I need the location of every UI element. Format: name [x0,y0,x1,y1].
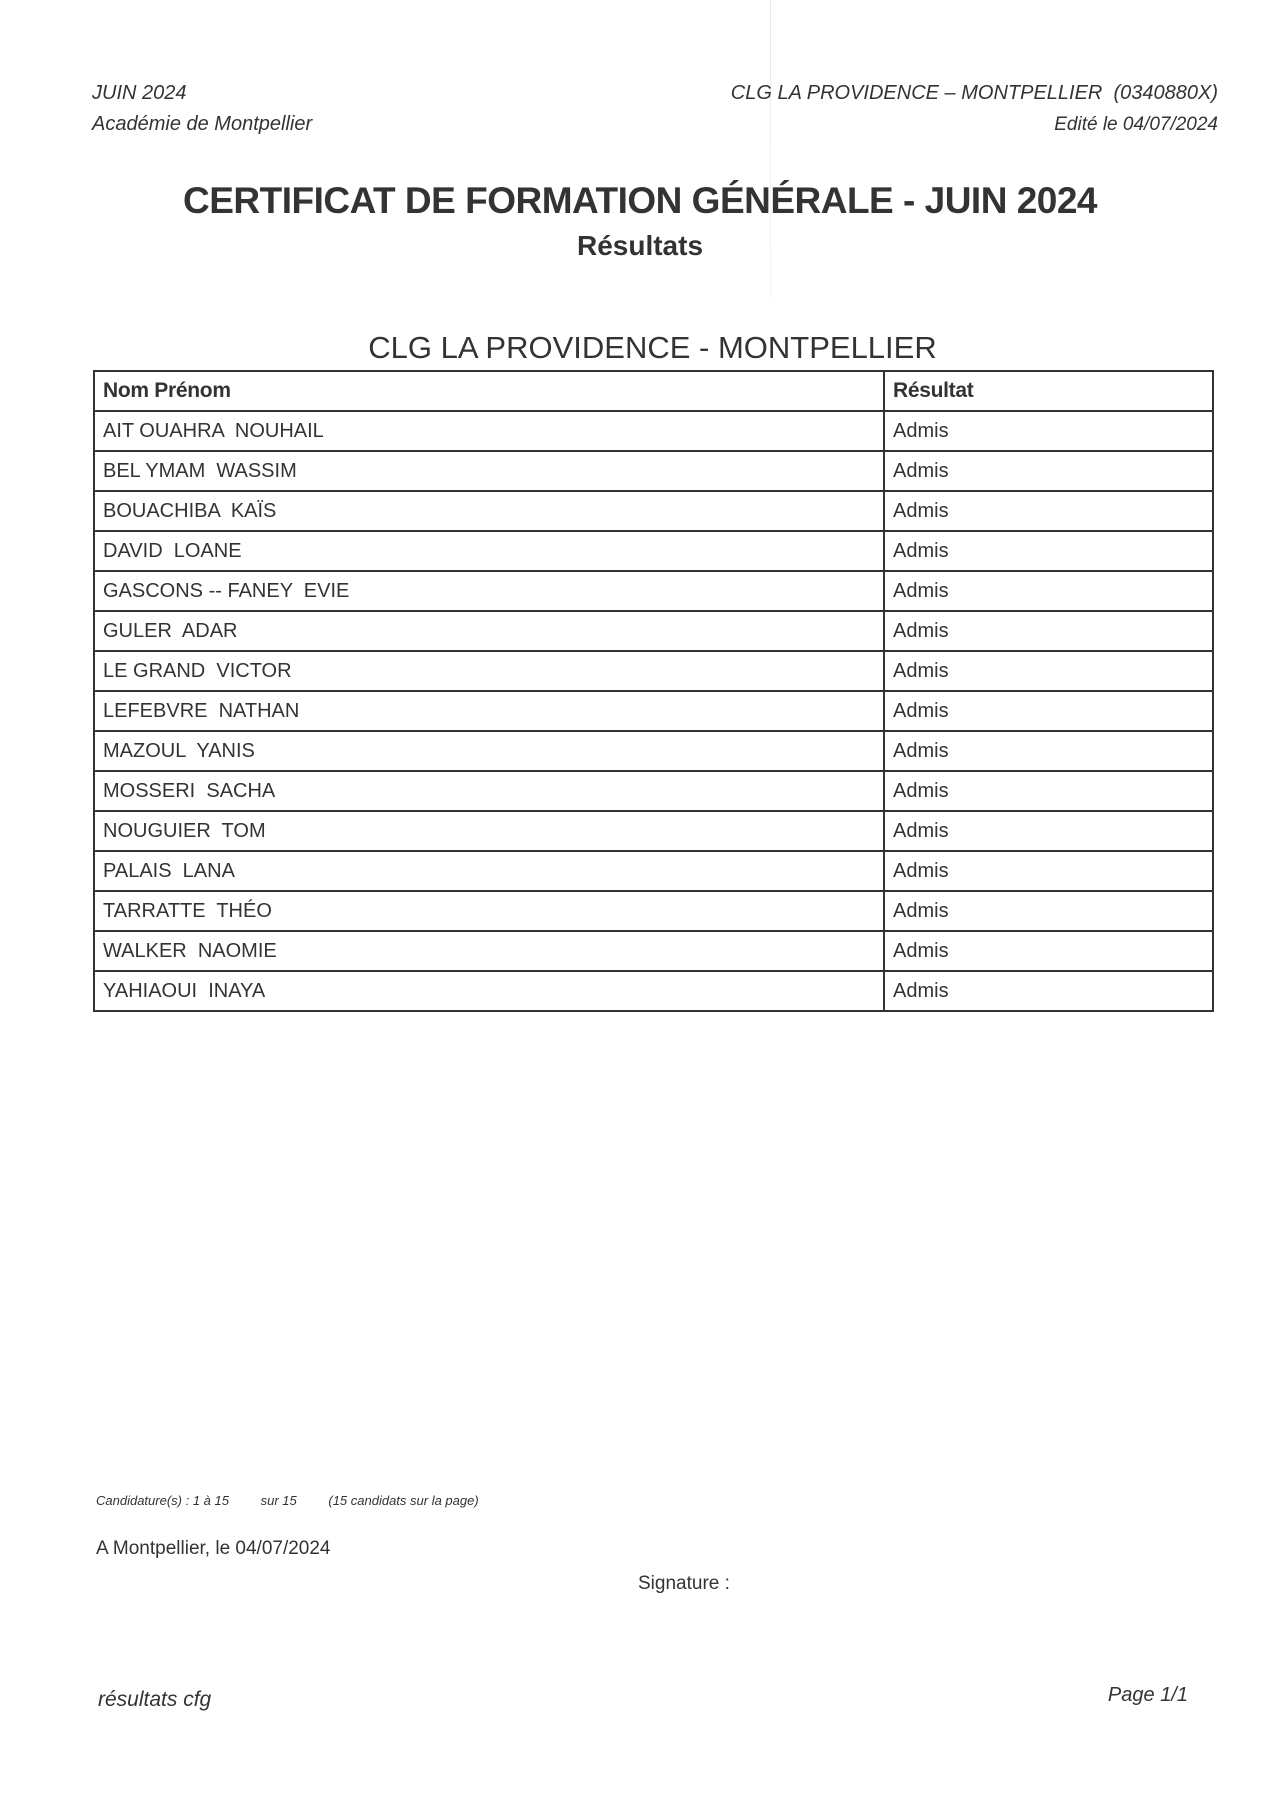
candidate-result: Admis [884,931,1213,971]
candidate-name: GASCONS -- FANEY EVIE [94,571,884,611]
table-row [94,851,1213,891]
table-row [94,811,1213,851]
candidature-range: Candidature(s) : 1 à 15 [96,1493,229,1508]
candidate-name: YAHIAOUI INAYA [94,971,884,1011]
signature-label: Signature : [638,1573,730,1594]
edited-date-label: Edité le 04/07/2024 [1054,114,1218,135]
table-row [94,651,1213,691]
candidate-result: Admis [884,891,1213,931]
school-heading: CLG LA PROVIDENCE - MONTPELLIER [368,330,937,365]
candidate-name: WALKER NAOMIE [94,931,884,971]
table-row [94,891,1213,931]
candidate-result: Admis [884,971,1213,1011]
candidate-result: Admis [884,491,1213,531]
table-header-row [94,371,1213,411]
document-subtitle: Résultats [576,230,704,261]
school-code-label: CLG LA PROVIDENCE – MONTPELLIER (0340880X) [730,82,1218,104]
candidature-total: sur 15 [260,1493,297,1508]
table-row [94,971,1213,1011]
candidate-name: BEL YMAM WASSIM [94,451,884,491]
candidate-name: TARRATTE THÉO [94,891,884,931]
candidate-name: LE GRAND VICTOR [94,651,884,691]
column-header-name: Nom Prénom [94,371,884,411]
column-header-result: Résultat [884,371,1213,411]
candidate-result: Admis [884,691,1213,731]
table-row [94,531,1213,571]
candidate-name: MAZOUL YANIS [94,731,884,771]
candidate-name: BOUACHIBA KAÏS [94,491,884,531]
candidate-result: Admis [884,531,1213,571]
document-reference: résultats cfg [98,1688,212,1711]
candidate-result: Admis [884,771,1213,811]
candidate-name: PALAIS LANA [94,851,884,891]
academy-label: Académie de Montpellier [92,113,313,135]
candidate-result: Admis [884,411,1213,451]
candidate-name: MOSSERI SACHA [94,771,884,811]
candidature-per-page: (15 candidats sur la page) [328,1493,479,1508]
candidate-name: GULER ADAR [94,611,884,651]
candidate-result: Admis [884,651,1213,691]
candidate-result: Admis [884,451,1213,491]
results-table-body [94,411,1213,1011]
header-left [92,78,312,140]
candidate-name: NOUGUIER TOM [94,811,884,851]
document-title: CERTIFICAT DE FORMATION GÉNÉRALE - JUIN 2024 [182,180,1098,221]
table-row [94,611,1213,651]
candidate-result: Admis [884,731,1213,771]
candidate-result: Admis [884,611,1213,651]
candidate-name: AIT OUAHRA NOUHAIL [94,411,884,451]
table-row [94,491,1213,531]
candidate-result: Admis [884,851,1213,891]
table-row [94,451,1213,491]
table-row [94,571,1213,611]
candidate-result: Admis [884,571,1213,611]
session-label: JUIN 2024 [92,82,187,104]
header-right [731,78,1218,140]
candidate-name: LEFEBVRE NATHAN [94,691,884,731]
candidature-summary [96,1493,507,1508]
table-row [94,931,1213,971]
table-row [94,411,1213,451]
table-row [94,691,1213,731]
table-row [94,731,1213,771]
table-row [94,771,1213,811]
page-number: Page 1/1 [1107,1684,1188,1706]
place-and-date: A Montpellier, le 04/07/2024 [96,1538,331,1559]
candidate-result: Admis [884,811,1213,851]
results-table [93,370,1214,1012]
candidate-name: DAVID LOANE [94,531,884,571]
